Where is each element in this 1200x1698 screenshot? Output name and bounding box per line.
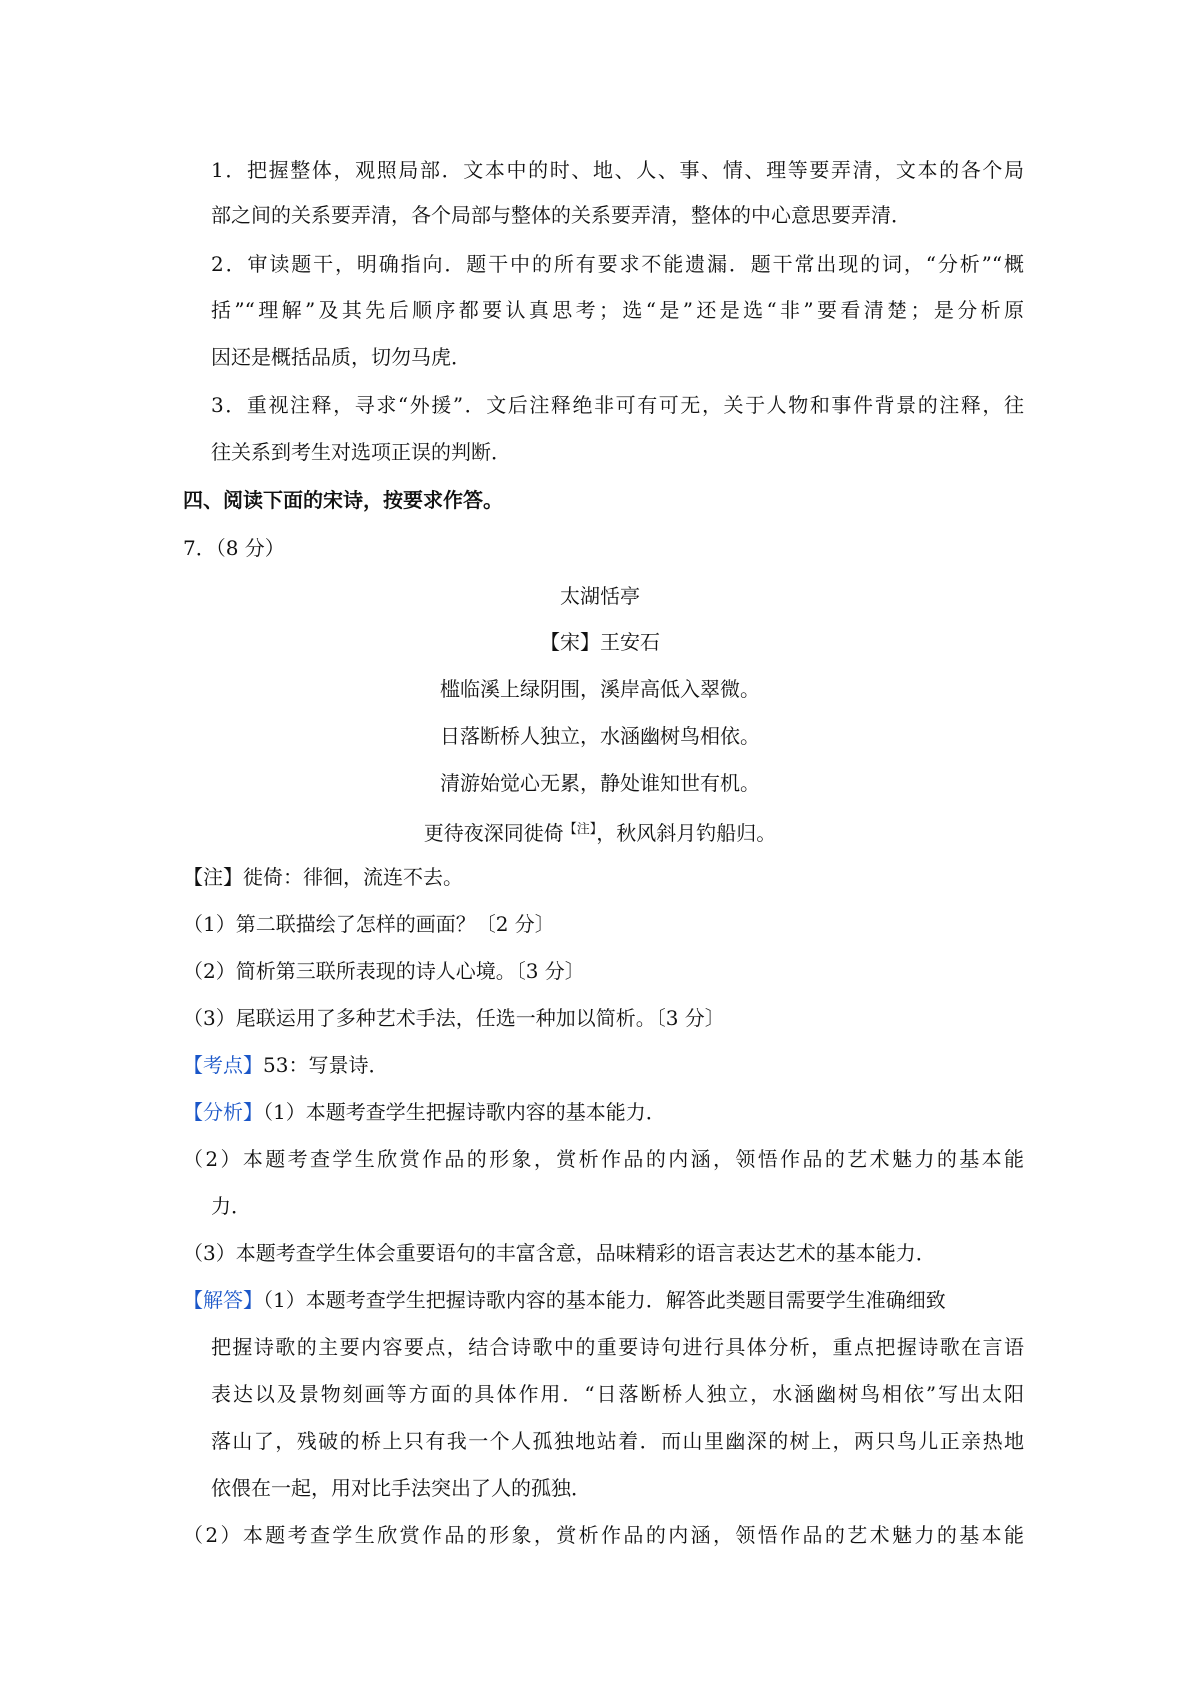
jieda-line-6: （2）本题考查学生欣赏作品的形象，赏析作品的内涵，领悟作品的艺术魅力的基本能 [183,1523,1024,1547]
kaodian-line [183,1051,388,1079]
jieda-text-1: （1）本题考查学生把握诗歌内容的基本能力．解答此类题目需要学生准确细致 [263,1288,946,1312]
tip-1-line-2: 部之间的关系要弄清，各个局部与整体的关系要弄清，整体的中心意思要弄清． [211,203,911,227]
tip-1-line-1: 1．把握整体，观照局部．文本中的时、地、人、事、情、理等要弄清，文本的各个局 [211,158,1024,182]
fenxi-line-3: 力． [211,1194,251,1218]
jieda-line-4: 落山了，残破的桥上只有我一个人孤独地站着．而山里幽深的树上，两只鸟儿正亲热地 [211,1429,1024,1453]
sub-question-1: （1）第二联描绘了怎样的画面？〔2 分〕 [183,912,555,936]
poem-line-4-start: 更待夜深同徙倚 [423,821,564,845]
fenxi-tag: 【分析】 [183,1100,263,1124]
question-number: 7．（8 分） [183,536,285,560]
tip-3-line-1: 3．重视注释，寻求“外援”．文后注释绝非可有可无，关于人物和事件背景的注释，往 [211,393,1024,417]
fenxi-line-2: （2）本题考查学生欣赏作品的形象，赏析作品的内涵，领悟作品的艺术魅力的基本能 [183,1147,1024,1171]
poem-line-3: 清游始觉心无累，静处谁知世有机。 [440,771,760,795]
tip-3-line-2: 往关系到考生对选项正误的判断． [211,440,511,464]
poem-author: 【宋】王安石 [540,630,660,654]
poem-note-marker: 【注】 [563,822,597,837]
fenxi-text-1: （1）本题考查学生把握诗歌内容的基本能力． [263,1100,666,1124]
jieda-tag: 【解答】 [183,1288,263,1312]
poem-title: 太湖恬亭 [560,584,640,608]
section-heading: 四、阅读下面的宋诗，按要求作答。 [183,488,503,512]
sub-question-2: （2）简析第三联所表现的诗人心境。〔3 分〕 [183,959,585,983]
poem-line-2: 日落断桥人独立，水涵幽树鸟相依。 [440,724,760,748]
jieda-line-5: 依偎在一起，用对比手法突出了人的孤独． [211,1476,591,1500]
sub-question-3: （3）尾联运用了多种艺术手法，任选一种加以简析。〔3 分〕 [183,1006,725,1030]
poem-note: 【注】徙倚：徘徊，流连不去。 [183,865,463,889]
poem-line-1: 槛临溪上绿阴围，溪岸高低入翠微。 [440,677,760,701]
fenxi-line-4: （3）本题考查学生体会重要语句的丰富含意，品味精彩的语言表达艺术的基本能力． [183,1241,936,1265]
kaodian-tag: 【考点】 [183,1053,263,1077]
poem-line-4 [0,816,1200,847]
jieda-line-1 [183,1286,946,1314]
tip-2-line-2: 括”“理解”及其先后顺序都要认真思考；选“是”还是选“非”要看清楚；是分析原 [211,298,1024,322]
jieda-line-2: 把握诗歌的主要内容要点，结合诗歌中的重要诗句进行具体分析，重点把握诗歌在言语 [211,1335,1024,1359]
fenxi-line-1 [183,1098,666,1126]
kaodian-text: 53：写景诗． [263,1053,389,1077]
jieda-line-3: 表达以及景物刻画等方面的具体作用．“日落断桥人独立，水涵幽树鸟相依”写出太阳 [211,1382,1024,1406]
poem-line-4-end: ，秋风斜月钓船归。 [596,821,777,845]
tip-2-line-1: 2．审读题干，明确指向．题干中的所有要求不能遗漏．题干常出现的词，“分析”“概 [211,252,1024,276]
tip-2-line-3: 因还是概括品质，切勿马虎． [211,345,471,369]
